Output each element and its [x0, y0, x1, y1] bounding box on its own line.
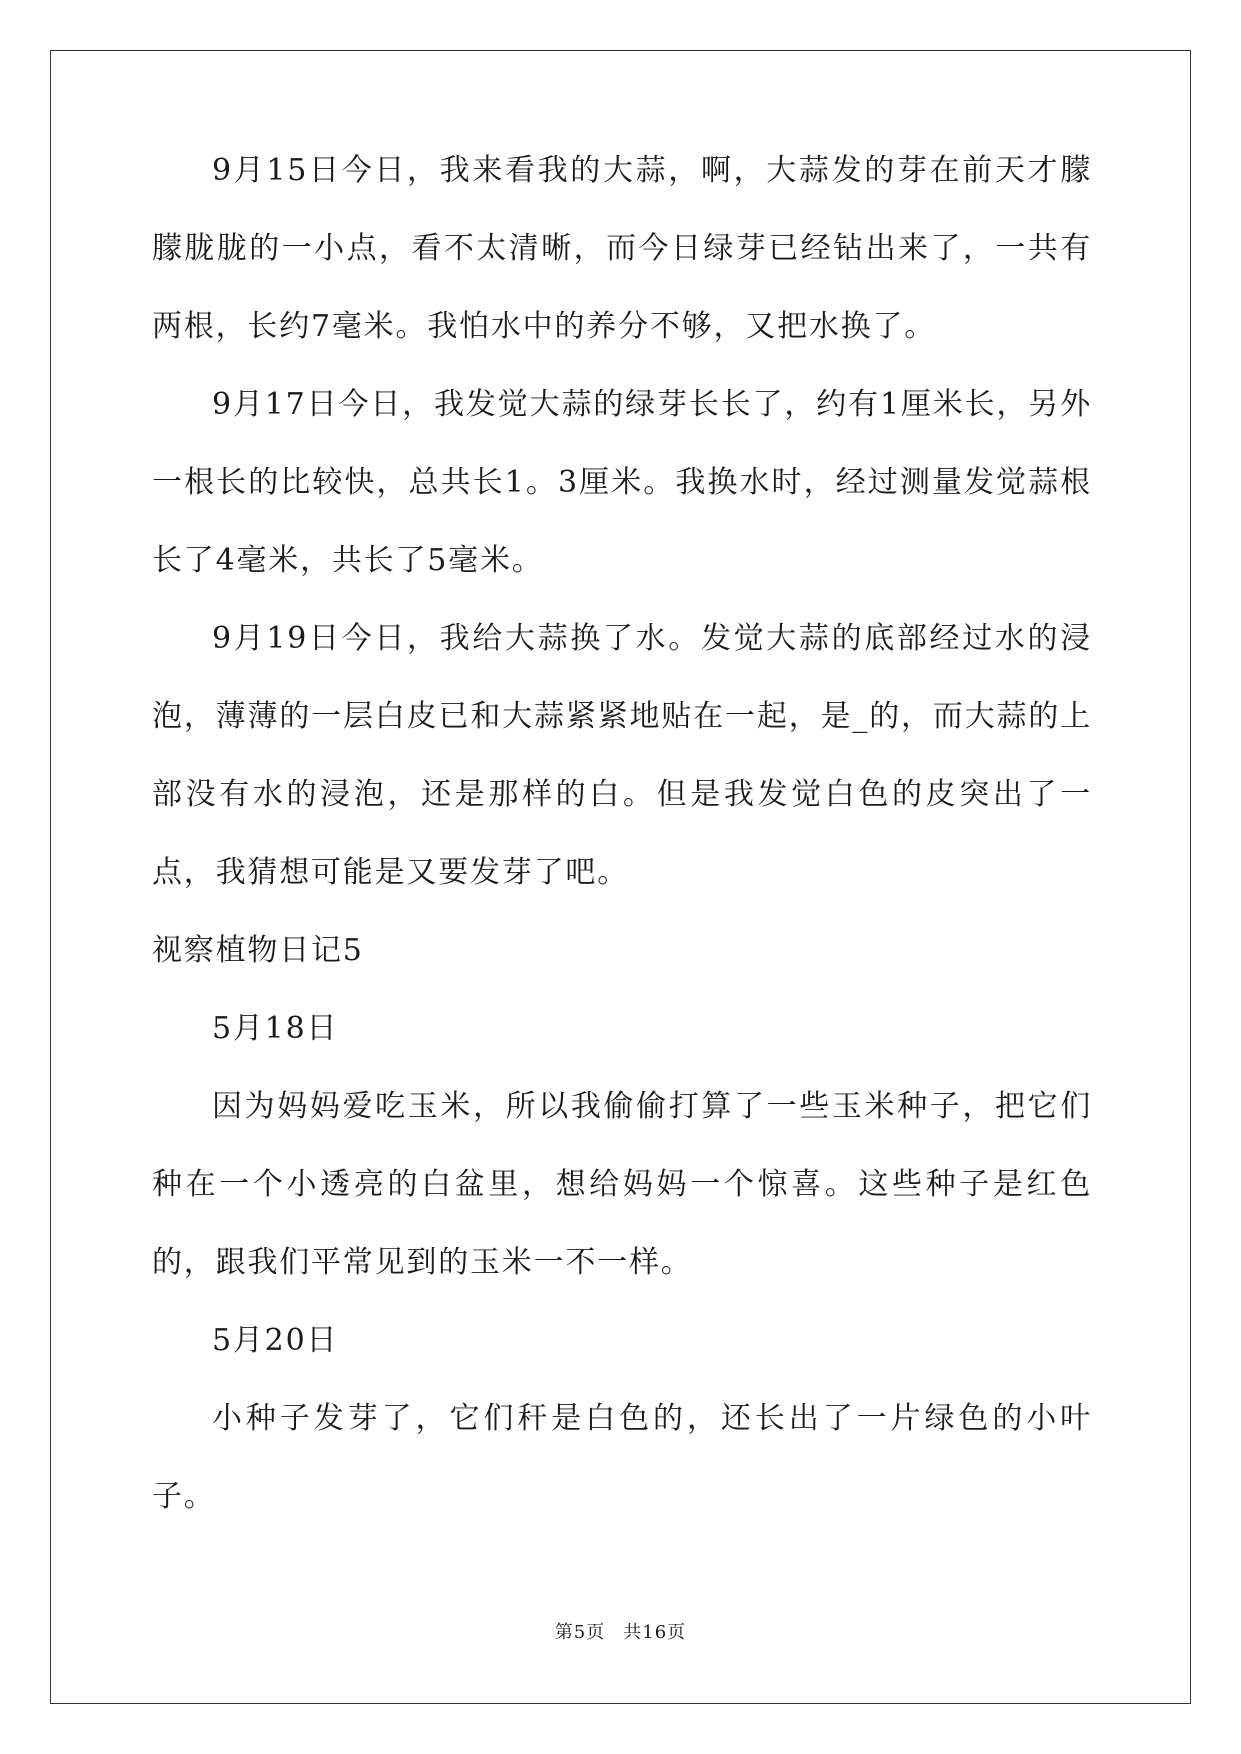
entry-text: 小种子发芽了，它们秆是白色的，还长出了一片绿色的小叶子。 [152, 1401, 1092, 1514]
entry-date: 5月20日 [212, 1323, 339, 1358]
entry-text: 因为妈妈爱吃玉米，所以我偷偷打算了一些玉米种子，把它们种在一个小透亮的白盆里，想给妈妈一个惊喜。这些种子是红色的，跟我们平常见到的玉米一不一样。 [152, 1089, 1092, 1280]
diary-paragraph: 9月17日今日，我发觉大蒜的绿芽长长了，约有1厘米长，另外一根长的比较快，总共长1。3厘米。我换水时，经过测量发觉蒜根长了4毫米，共长了5毫米。 [152, 387, 1092, 578]
diary-paragraph: 9月19日今日，我给大蒜换了水。发觉大蒜的底部经过水的浸泡，薄薄的一层白皮已和大蒜紧紧地贴在一起，是_的，而大蒜的上部没有水的浸泡，还是那样的白。但是我发觉白色的皮突出了一点，我猜想可能是又要发芽了吧。 [152, 621, 1092, 890]
diary-paragraph: 9月15日今日，我来看我的大蒜，啊，大蒜发的芽在前天才朦朦胧胧的一小点，看不太清晰，而今日绿芽已经钻出来了，一共有两根，长约7毫米。我怕水中的养分不够，又把水换了。 [152, 153, 1092, 344]
entry-date: 5月18日 [212, 1011, 339, 1046]
document-body [152, 132, 1092, 1536]
page-total: 共16页 [623, 1622, 687, 1643]
page-footer [0, 1618, 1241, 1644]
page-number: 第5页 [554, 1622, 606, 1643]
section-title: 视察植物日记5 [152, 933, 364, 968]
